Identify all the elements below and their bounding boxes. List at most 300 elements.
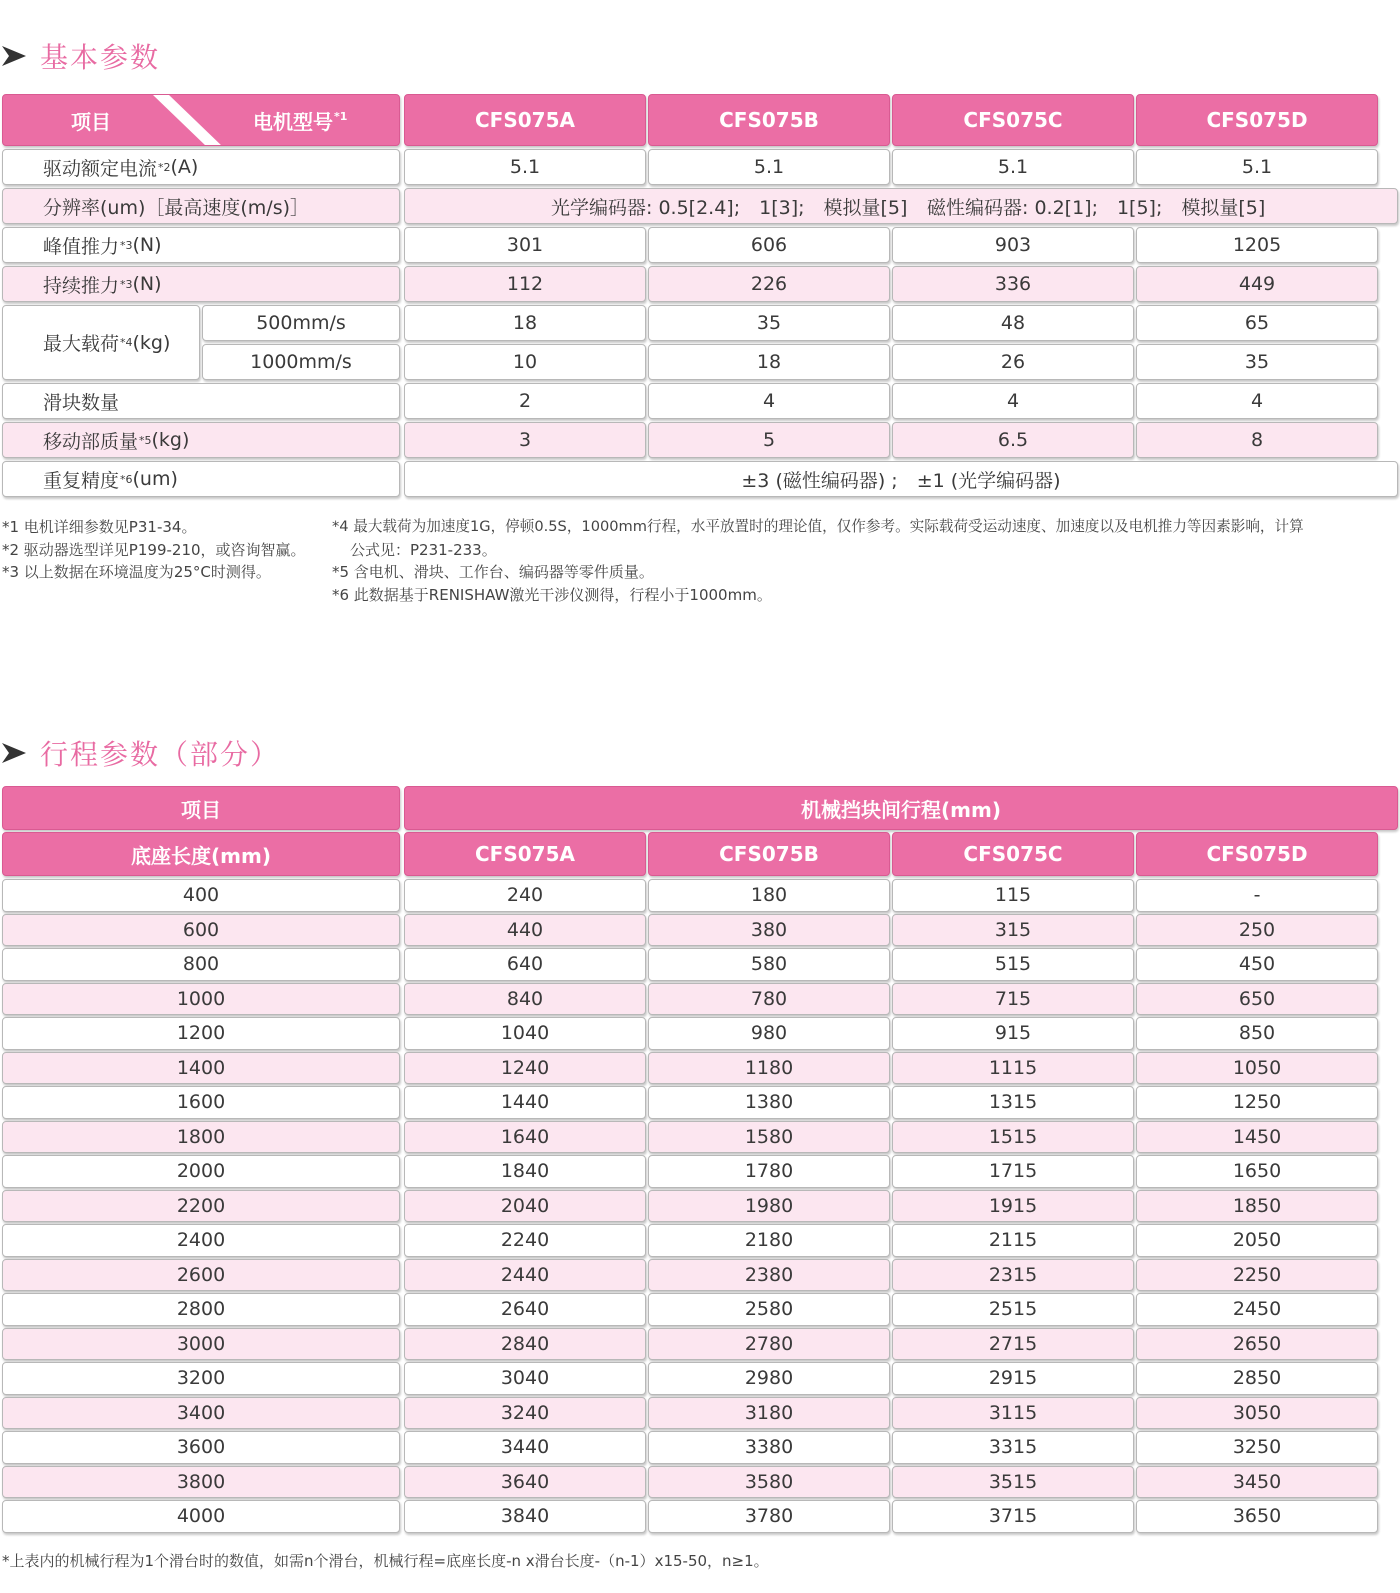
value-text: 26: [1000, 351, 1026, 373]
value-cell: [404, 422, 646, 458]
value-text: 515: [994, 953, 1032, 976]
value-cell: [892, 266, 1134, 302]
value-text: 1000: [176, 987, 226, 1010]
value-text: 115: [994, 884, 1032, 907]
footnote-marker: *1: [334, 109, 348, 123]
value-text: 1580: [744, 1125, 794, 1148]
value-text: 2450: [1232, 1298, 1282, 1321]
section-title-stroke: [0, 733, 280, 773]
value-text: 3515: [988, 1470, 1038, 1493]
stroke-value-cell: [1136, 1328, 1378, 1361]
stroke-value-cell: [404, 1293, 646, 1326]
stroke-value-cell: [892, 983, 1134, 1016]
model-name: CFS075D: [1206, 842, 1308, 866]
value-text: 180: [750, 884, 788, 907]
value-text: 65: [1244, 312, 1270, 334]
stroke-value-cell: [1136, 1500, 1378, 1533]
value-text: 240: [506, 884, 544, 907]
stroke-value-cell: [404, 1431, 646, 1464]
stroke-value-cell: [892, 1293, 1134, 1326]
model-name: CFS075B: [719, 108, 819, 132]
value-text: 1205: [1232, 234, 1282, 256]
value-text: 1850: [1232, 1194, 1282, 1217]
value-text: 35: [756, 312, 782, 334]
stroke-value-cell: [892, 1362, 1134, 1395]
header-model-4: [1136, 94, 1378, 146]
value-text: 1200: [176, 1022, 226, 1045]
value-text: 3840: [500, 1505, 550, 1528]
basic-notes-right: [332, 516, 1396, 606]
row-label-resolution: [2, 188, 400, 224]
stroke-value-cell: [404, 1017, 646, 1050]
value-cell: [892, 305, 1134, 341]
stroke-value-cell: [1136, 1224, 1378, 1257]
header-text: 机械挡块间行程(mm): [801, 797, 1001, 822]
section-title-text: 行程参数（部分）: [40, 738, 281, 771]
stroke-value-cell: [1136, 1086, 1378, 1119]
arrow-right-icon: [0, 42, 28, 70]
value-cell: [1136, 305, 1378, 341]
stroke-value-cell: [892, 1397, 1134, 1430]
value-text: 3200: [176, 1367, 226, 1390]
value-text: 2715: [988, 1332, 1038, 1355]
value-text: 1380: [744, 1091, 794, 1114]
value-text: 2200: [176, 1194, 226, 1217]
row-label-repeat: [2, 461, 400, 497]
value-text: 3040: [500, 1367, 550, 1390]
header-stroke-span: [404, 786, 1398, 830]
value-cell: [892, 422, 1134, 458]
stroke-value-cell: [404, 1328, 646, 1361]
resolution-magnetic: 磁性编码器: 0.2[1]; 1[5]; 模拟量[5]: [927, 196, 1266, 219]
stroke-value-cell: [892, 948, 1134, 981]
value-text: 1040: [500, 1022, 550, 1045]
value-text: 3180: [744, 1401, 794, 1424]
note-line: *4 最大载荷为加速度1G，停顿0.5S，1000mm行程，水平放置时的理论值，仅作参考。实际载荷受运动速度、加速度以及电机推力等因素影响，计算: [332, 518, 1304, 535]
base-length-cell: [2, 879, 400, 912]
value-text: 3650: [1232, 1505, 1282, 1528]
value-text: 2400: [176, 1229, 226, 1252]
arrow-right-icon: [0, 739, 28, 767]
value-cell: [648, 422, 890, 458]
value-text: 3315: [988, 1436, 1038, 1459]
stroke-value-cell: [892, 1155, 1134, 1188]
value-cell: [404, 227, 646, 263]
value-text: 2315: [988, 1263, 1038, 1286]
note-line: *1 电机详细参数见P31-34。: [2, 518, 197, 536]
value-text: 3: [518, 429, 532, 451]
stroke-value-cell: [648, 1362, 890, 1395]
value-text: 8: [1250, 429, 1264, 451]
stroke-value-cell: [1136, 879, 1378, 912]
value-text: 2: [518, 390, 532, 412]
stroke-value-cell: [648, 1190, 890, 1223]
header-model-1: [404, 94, 646, 146]
value-text: 1050: [1232, 1056, 1282, 1079]
value-text: 400: [182, 884, 220, 907]
stroke-value-cell: [648, 1052, 890, 1085]
stroke-value-cell: [892, 1190, 1134, 1223]
header-item-model: [2, 94, 400, 146]
value-text: 2000: [176, 1160, 226, 1183]
row-unit-text: (um): [132, 468, 178, 490]
stroke-value-cell: [404, 1086, 646, 1119]
value-text: 3580: [744, 1470, 794, 1493]
base-length-cell: [2, 1259, 400, 1292]
stroke-value-cell: [892, 1121, 1134, 1154]
stroke-value-cell: [404, 1397, 646, 1430]
note-line: *3 以上数据在环境温度为25°C时测得。: [2, 563, 271, 581]
value-cell: [404, 266, 646, 302]
value-text: 3440: [500, 1436, 550, 1459]
stroke-value-cell: [892, 914, 1134, 947]
stroke-value-cell: [648, 1224, 890, 1257]
row-unit-text: (N): [132, 234, 162, 256]
stroke-value-cell: [404, 983, 646, 1016]
base-length-cell: [2, 1431, 400, 1464]
stroke-value-cell: [648, 983, 890, 1016]
value-text: ±3 (磁性编码器) ; ±1 (光学编码器): [741, 469, 1061, 492]
stroke-value-cell: [1136, 1155, 1378, 1188]
stroke-value-cell: [892, 1431, 1134, 1464]
value-text: 3250: [1232, 1436, 1282, 1459]
value-cell: [404, 149, 646, 185]
value-cell: [892, 227, 1134, 263]
value-text: 715: [994, 987, 1032, 1010]
value-text: 4: [1006, 390, 1020, 412]
value-text: 2250: [1232, 1263, 1282, 1286]
basic-notes-left: [2, 516, 306, 584]
row-label-text: 重复精度: [43, 469, 120, 492]
value-text: 301: [506, 234, 544, 256]
stroke-value-cell: [404, 948, 646, 981]
value-text: 903: [994, 234, 1032, 256]
stroke-value-cell: [648, 914, 890, 947]
value-text: 336: [994, 273, 1032, 295]
value-text: 2440: [500, 1263, 550, 1286]
value-text: 4000: [176, 1505, 226, 1528]
value-text: 3400: [176, 1401, 226, 1424]
header-model-3: [892, 94, 1134, 146]
stroke-value-cell: [892, 879, 1134, 912]
value-text: 4: [762, 390, 776, 412]
row-unit-text: (N): [132, 273, 162, 295]
value-text: 1240: [500, 1056, 550, 1079]
value-cell: [648, 344, 890, 380]
stroke-value-cell: [892, 1052, 1134, 1085]
base-length-cell: [2, 1190, 400, 1223]
row-label-text: 持续推力: [43, 274, 120, 297]
speed-label: 500mm/s: [256, 312, 346, 334]
value-cell: [404, 383, 646, 419]
row-label-text: 移动部质量: [43, 430, 139, 453]
value-text: 1640: [500, 1125, 550, 1148]
value-text: 915: [994, 1022, 1032, 1045]
value-text: 2640: [500, 1298, 550, 1321]
stroke-value-cell: [1136, 1466, 1378, 1499]
stroke-value-cell: [648, 948, 890, 981]
note-line: 公式见：P231-233。: [350, 540, 497, 559]
value-text: 2240: [500, 1229, 550, 1252]
model-name: CFS075A: [475, 108, 575, 132]
value-text: 2580: [744, 1298, 794, 1321]
header-model-3: [892, 832, 1134, 876]
base-length-cell: [2, 1500, 400, 1533]
base-length-cell: [2, 1224, 400, 1257]
header-model-1: [404, 832, 646, 876]
value-text: 2980: [744, 1367, 794, 1390]
value-text: 250: [1238, 918, 1276, 941]
footnote-marker: *2: [158, 160, 171, 174]
row-label-cont-force: [2, 266, 400, 302]
value-text: 606: [750, 234, 788, 256]
value-text: 650: [1238, 987, 1276, 1010]
value-text: 226: [750, 273, 788, 295]
row-label-text: 分辨率(um)［最高速度(m/s)］: [43, 196, 310, 219]
value-text: 1115: [988, 1056, 1038, 1079]
value-text: 3640: [500, 1470, 550, 1493]
value-text: 3050: [1232, 1401, 1282, 1424]
header-model-4: [1136, 832, 1378, 876]
value-text: 1980: [744, 1194, 794, 1217]
stroke-value-cell: [404, 1052, 646, 1085]
stroke-value-cell: [404, 1500, 646, 1533]
footnote-marker: *6: [120, 472, 133, 486]
value-text: 450: [1238, 953, 1276, 976]
value-cell: [1136, 149, 1378, 185]
stroke-value-cell: [1136, 1397, 1378, 1430]
value-text: 380: [750, 918, 788, 941]
model-name: CFS075A: [475, 842, 575, 866]
row-unit-text: (kg): [151, 429, 190, 451]
value-text: 3380: [744, 1436, 794, 1459]
stroke-value-cell: [404, 1466, 646, 1499]
base-length-cell: [2, 983, 400, 1016]
value-text: 1250: [1232, 1091, 1282, 1114]
stroke-value-cell: [648, 1500, 890, 1533]
value-cell: [648, 383, 890, 419]
value-cell: [1136, 383, 1378, 419]
stroke-value-cell: [1136, 1362, 1378, 1395]
value-text: 1180: [744, 1056, 794, 1079]
value-text: 3115: [988, 1401, 1038, 1424]
section-title-basic: [0, 36, 160, 76]
value-cell: [892, 383, 1134, 419]
model-name: CFS075B: [719, 842, 819, 866]
value-cell: [648, 227, 890, 263]
value-text: 1780: [744, 1160, 794, 1183]
value-text: 580: [750, 953, 788, 976]
repeat-value: [404, 461, 1398, 497]
stroke-value-cell: [648, 1431, 890, 1464]
value-cell: [404, 305, 646, 341]
value-cell: [892, 149, 1134, 185]
value-text: 5.1: [509, 156, 541, 178]
stroke-value-cell: [1136, 948, 1378, 981]
value-cell: [1136, 344, 1378, 380]
value-text: 315: [994, 918, 1032, 941]
speed-label: 1000mm/s: [250, 351, 352, 373]
value-text: 3800: [176, 1470, 226, 1493]
base-length-cell: [2, 1293, 400, 1326]
note-line: *2 驱动器选型详见P199-210，或咨询智赢。: [2, 540, 306, 559]
note-line: *5 含电机、滑块、工作台、编码器等零件质量。: [332, 563, 654, 581]
stroke-value-cell: [648, 1017, 890, 1050]
value-text: 2040: [500, 1194, 550, 1217]
value-text: 1515: [988, 1125, 1038, 1148]
value-text: 2915: [988, 1367, 1038, 1390]
value-text: 2515: [988, 1298, 1038, 1321]
value-text: 18: [756, 351, 782, 373]
base-length-cell: [2, 948, 400, 981]
resolution-value: [404, 188, 1398, 224]
value-text: 2650: [1232, 1332, 1282, 1355]
resolution-optical: 光学编码器: 0.5[2.4]; 1[3]; 模拟量[5]: [551, 196, 908, 219]
stroke-value-cell: [404, 1362, 646, 1395]
value-cell: [648, 305, 890, 341]
section-title-text: 基本参数: [40, 41, 161, 74]
stroke-value-cell: [404, 1224, 646, 1257]
footnote-marker: *5: [139, 433, 152, 447]
row-label-moving-mass: [2, 422, 400, 458]
value-text: 48: [1000, 312, 1026, 334]
value-text: 449: [1238, 273, 1276, 295]
footnote-marker: *3: [120, 277, 133, 291]
stroke-value-cell: [648, 879, 890, 912]
model-name: CFS075D: [1206, 108, 1308, 132]
value-text: 440: [506, 918, 544, 941]
value-text: 1840: [500, 1160, 550, 1183]
value-text: 2600: [176, 1263, 226, 1286]
model-name: CFS075C: [963, 842, 1063, 866]
value-cell: [892, 344, 1134, 380]
row-label-text: 驱动额定电流: [43, 157, 158, 180]
header-text: 项目: [181, 797, 221, 822]
stroke-value-cell: [1136, 914, 1378, 947]
row-unit-text: (kg): [132, 331, 171, 354]
stroke-value-cell: [892, 1224, 1134, 1257]
value-text: 5.1: [1241, 156, 1273, 178]
base-length-cell: [2, 1155, 400, 1188]
value-text: 5.1: [997, 156, 1029, 178]
row-label-max-load: [2, 305, 200, 380]
value-text: 1315: [988, 1091, 1038, 1114]
footnote-marker: *4: [120, 336, 133, 349]
value-text: 980: [750, 1022, 788, 1045]
row-label-text: 峰值推力: [43, 235, 120, 258]
stroke-value-cell: [892, 1086, 1134, 1119]
stroke-value-cell: [648, 1086, 890, 1119]
value-cell: [1136, 422, 1378, 458]
value-text: 1915: [988, 1194, 1038, 1217]
value-cell: [648, 149, 890, 185]
header-item: [2, 786, 400, 830]
stroke-value-cell: [404, 914, 646, 947]
stroke-value-cell: [648, 1293, 890, 1326]
value-text: 2780: [744, 1332, 794, 1355]
max-load-speed-0: [202, 305, 400, 341]
stroke-value-cell: [648, 1155, 890, 1188]
stroke-value-cell: [1136, 1259, 1378, 1292]
value-text: 3450: [1232, 1470, 1282, 1493]
note-line: *6 此数据基于RENISHAW激光干涉仪测得，行程小于1000mm。: [332, 585, 772, 604]
row-label-peak-force: [2, 227, 400, 263]
value-cell: [1136, 266, 1378, 302]
value-text: 780: [750, 987, 788, 1010]
stroke-value-cell: [892, 1328, 1134, 1361]
value-text: 6.5: [997, 429, 1029, 451]
base-length-cell: [2, 1466, 400, 1499]
value-text: 600: [182, 918, 220, 941]
value-text: 840: [506, 987, 544, 1010]
footnote-marker: *3: [120, 238, 133, 252]
value-text: 1450: [1232, 1125, 1282, 1148]
value-text: 1800: [176, 1125, 226, 1148]
value-cell: [404, 344, 646, 380]
value-text: -: [1253, 884, 1261, 907]
value-text: 5.1: [753, 156, 785, 178]
value-text: 1650: [1232, 1160, 1282, 1183]
stroke-value-cell: [648, 1121, 890, 1154]
header-base-length: [2, 832, 400, 876]
value-text: 2380: [744, 1263, 794, 1286]
base-length-cell: [2, 1086, 400, 1119]
stroke-value-cell: [648, 1328, 890, 1361]
value-text: 1440: [500, 1091, 550, 1114]
value-text: 3780: [744, 1505, 794, 1528]
stroke-value-cell: [1136, 1052, 1378, 1085]
value-text: 1600: [176, 1091, 226, 1114]
value-cell: [648, 266, 890, 302]
value-text: 1400: [176, 1056, 226, 1079]
stroke-value-cell: [1136, 1190, 1378, 1223]
stroke-value-cell: [404, 1155, 646, 1188]
row-label-text: 滑块数量: [43, 391, 120, 414]
stroke-value-cell: [404, 879, 646, 912]
value-text: 2050: [1232, 1229, 1282, 1252]
base-length-cell: [2, 1362, 400, 1395]
stroke-footnote: *上表内的机械行程为1个滑台时的数值，如需n个滑台，机械行程=底座长度-n x滑台长度-（n-1）x15-50，n≥1。: [2, 1552, 769, 1570]
row-label-sliders: [2, 383, 400, 419]
value-text: 3715: [988, 1505, 1038, 1528]
value-text: 3000: [176, 1332, 226, 1355]
stroke-value-cell: [648, 1259, 890, 1292]
stroke-value-cell: [648, 1397, 890, 1430]
stroke-value-cell: [1136, 1293, 1378, 1326]
stroke-value-cell: [892, 1259, 1134, 1292]
base-length-cell: [2, 1397, 400, 1430]
value-text: 850: [1238, 1022, 1276, 1045]
value-text: 800: [182, 953, 220, 976]
value-text: 18: [512, 312, 538, 334]
stroke-value-cell: [404, 1190, 646, 1223]
row-unit-text: (A): [170, 156, 199, 178]
header-model-2: [648, 94, 890, 146]
value-text: 2800: [176, 1298, 226, 1321]
max-load-speed-1: [202, 344, 400, 380]
value-text: 2115: [988, 1229, 1038, 1252]
base-length-cell: [2, 914, 400, 947]
base-length-cell: [2, 1017, 400, 1050]
stroke-value-cell: [1136, 1017, 1378, 1050]
value-text: 2180: [744, 1229, 794, 1252]
stroke-value-cell: [892, 1017, 1134, 1050]
value-text: 4: [1250, 390, 1264, 412]
value-text: 112: [506, 273, 544, 295]
value-text: 3240: [500, 1401, 550, 1424]
base-length-cell: [2, 1052, 400, 1085]
row-label-text: 最大载荷: [43, 333, 120, 355]
